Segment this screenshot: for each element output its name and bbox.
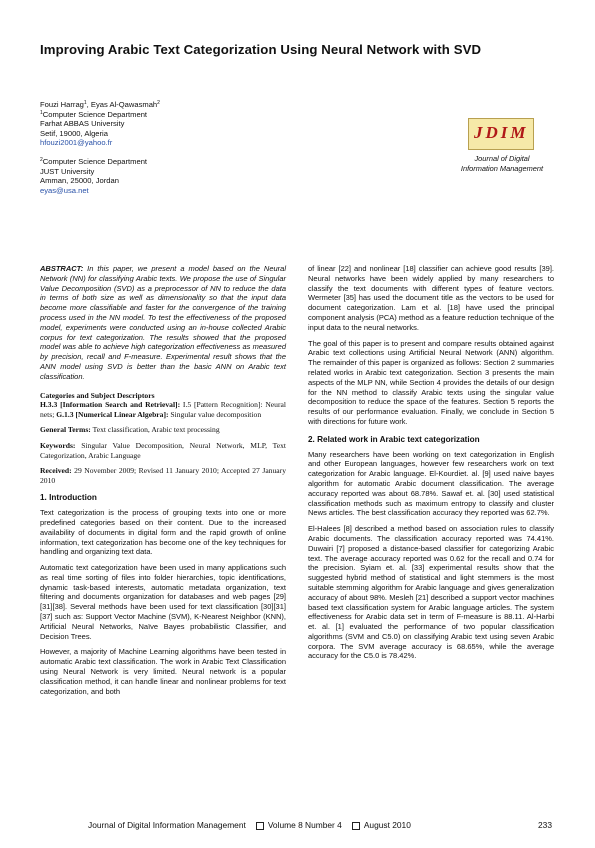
abstract: ABSTRACT: In this paper, we present a model based on the Neural Network (NN) for classifying Arabic texts. We propose the use of Singular Value Decomposition (SVD) as a preprocessor of NN to reduce the data in terms of both size as well as dimensionality so that the input data become more classifiable and faster for the convergence of the training process used in the NN model. To test the effectiveness of the proposed model, experiments were conducted using an in-house collected Arabic corpus for text categorization. The results showed that the proposed model was able to achieve high categorization effectiveness as measured by precision, recall and F-measure. Experimental result shows that the ANN model using SVD is better than the basic ANN on Arabic text classification. — [40, 264, 286, 381]
author-block — [40, 100, 270, 195]
keywords: Keywords: Singular Value Decomposition, Neural Network, MLP, Text Categorization, Arabic Language — [40, 440, 286, 460]
square-bullet-icon — [352, 822, 360, 830]
related-paragraph-2: El-Halees [8] described a method based on association rules to classify Arabic documents. The classification accuracy reported was 74.41%. Duwairi [7] proposed a distance-based classifier for categorizing Arabic text. The average accuracy reported was 0.62 for the recall and 0.74 for the precision. Syiam et. al. [33] experimental results show that the suggested hybrid method of statistical and light stemmers is the most suitable stemming algorithm for Arabic language and gives generalization accuracy of about 98%. Mesleh [21] described a support vector machines based text classification system for Arabic language articles. The system effectiveness for Arabic data set in term of F-measure is 88.11. Al-Harbi et. al. [1] evaluated the performance of two popular classification algorithms (SVM and C5.0) on classifying Arabic text using seven Arabic corpora. The SVM average accuracy is 68.65%, while the average accuracy for the C5.0 is 78.42%. — [308, 524, 554, 661]
intro-paragraph-1: Text categorization is the process of grouping texts into one or more predefined categories based on their content. Due to the increased availability of documents in digital form and the rapid growth of online information, text categorization has become one of the key techniques for handling and organizing text data. — [40, 508, 286, 557]
square-bullet-icon — [256, 822, 264, 830]
section-heading-related-work: 2. Related work in Arabic text categorization — [308, 434, 480, 444]
author-names: Fouzi Harrag$^1$, Eyas Al-Qawasmah$^2$ — [40, 100, 160, 109]
affiliation-1-line-1: $^1$Computer Science Department — [40, 109, 148, 119]
affiliation-2-line-3: Amman, 25000, Jordan — [40, 176, 119, 186]
affiliation-1-line-3: Setif, 19000, Algeria — [40, 128, 108, 138]
journal-logo-caption: Journal of Digital Information Management — [460, 154, 544, 173]
general-terms: General Terms: Text classification, Arabic text processing — [40, 425, 220, 435]
categories-text: H.3.3 [Information Search and Retrieval]: I.5 [Pattern Recognition]: Neural nets; G.1.3 [Numerical Linear Algebra]: Singular value decomposition — [40, 400, 286, 419]
affiliation-2-line-1: $^2$Computer Science Department — [40, 156, 148, 166]
related-paragraph-1: Many researchers have been working on text categorization in English and other European languages, however few researchers work on text categorization for Arabic language. El-Kourdiet. al. [9] used naive bayes algorithm for automatic Arabic document classification. The average accuracy reported was about 68.78%. Sawaf et. al. [30] used statistical classification methods such as maximum entropy to classify and cluster News articles. The best classification accuracy they reported was 62.7%. — [308, 449, 554, 518]
left-column — [40, 264, 286, 702]
categories-block — [40, 391, 286, 486]
section-heading-introduction: 1. Introduction — [40, 493, 97, 503]
jdim-logo-text: JDIM — [474, 123, 529, 142]
footer-date: August 2010 — [363, 820, 411, 830]
email-1-link[interactable]: hfouzi2001@yahoo.fr — [40, 138, 113, 148]
intro-paragraph-3: However, a majority of Machine Learning algorithms have been tested in automatic Arabic text classification. The work in Arabic Text Classification using Neural Network is very limited. Neural network is a popular classification method, it can handle linear and nonlinear problems for text categorization, and both — [40, 647, 286, 696]
right-paragraph-1: of linear [22] and nonlinear [18] classifier can achieve good results [39]. Neural networks have been widely applied by many researchers to classify the text documents with different types of feature vectors. Wermeter [35] has used the document title as the vectors to be used for document categorization. Lam et al. [18] have used the principal component analysis (PCA) method as a feature reduction technique of the input data to the neural networks. — [308, 264, 554, 332]
page-number: 233 — [538, 820, 552, 830]
intro-paragraph-2: Automatic text categorization have been used in many applications such as real time sorting of files into folder hierarchies, topic identifications, dynamic task-based interests, automatic metadata organization, text filtering and documents organization for databases and web pages [29][31][38]. Several methods have been used for text classification [30][31][37] such as: Support Vector Machine (SVM), K-Nearest Neighbor (KNN), Artificial Neural Networks, Naïve Bayes probabilistic Classifier, and Decision Trees. — [40, 563, 286, 641]
right-column — [308, 264, 554, 667]
page-footer — [88, 820, 552, 830]
paper-title: Improving Arabic Text Categorization Using Neural Network with SVD — [40, 42, 482, 57]
email-2-link[interactable]: eyas@usa.net — [40, 185, 89, 195]
right-paragraph-2: The goal of this paper is to present and compare results obtained against Arabic text collections using Artificial Neural Network (ANN) algorithm. The remainder of this paper is organized as follows: Section 2 summaries related works in Arabic text categorization. Section 3 presents the main aspects of the MLP NN, while Section 4 provides the details of our design for the NN method to classify Arabic texts using the singular value decomposition to reduce the space of the features. Section 5 reports the results of our performance evaluation. Finally, we conclude in Section 5 with directions for future work. — [308, 338, 554, 426]
footer-journal: Journal of Digital Information Management Volume 8 Number 4 August 2010 — [88, 820, 411, 830]
categories-heading: Categories and Subject Descriptors — [40, 390, 155, 400]
footer-volume: Volume 8 Number 4 — [267, 820, 342, 830]
affiliation-1-line-2: Farhat ABBAS University — [40, 119, 125, 129]
journal-logo-block — [452, 118, 552, 173]
affiliation-2-line-2: JUST University — [40, 166, 95, 176]
received-dates: Received: 29 November 2009; Revised 11 January 2010; Accepted 27 January 2010 — [40, 466, 286, 485]
jdim-logo — [468, 118, 534, 150]
